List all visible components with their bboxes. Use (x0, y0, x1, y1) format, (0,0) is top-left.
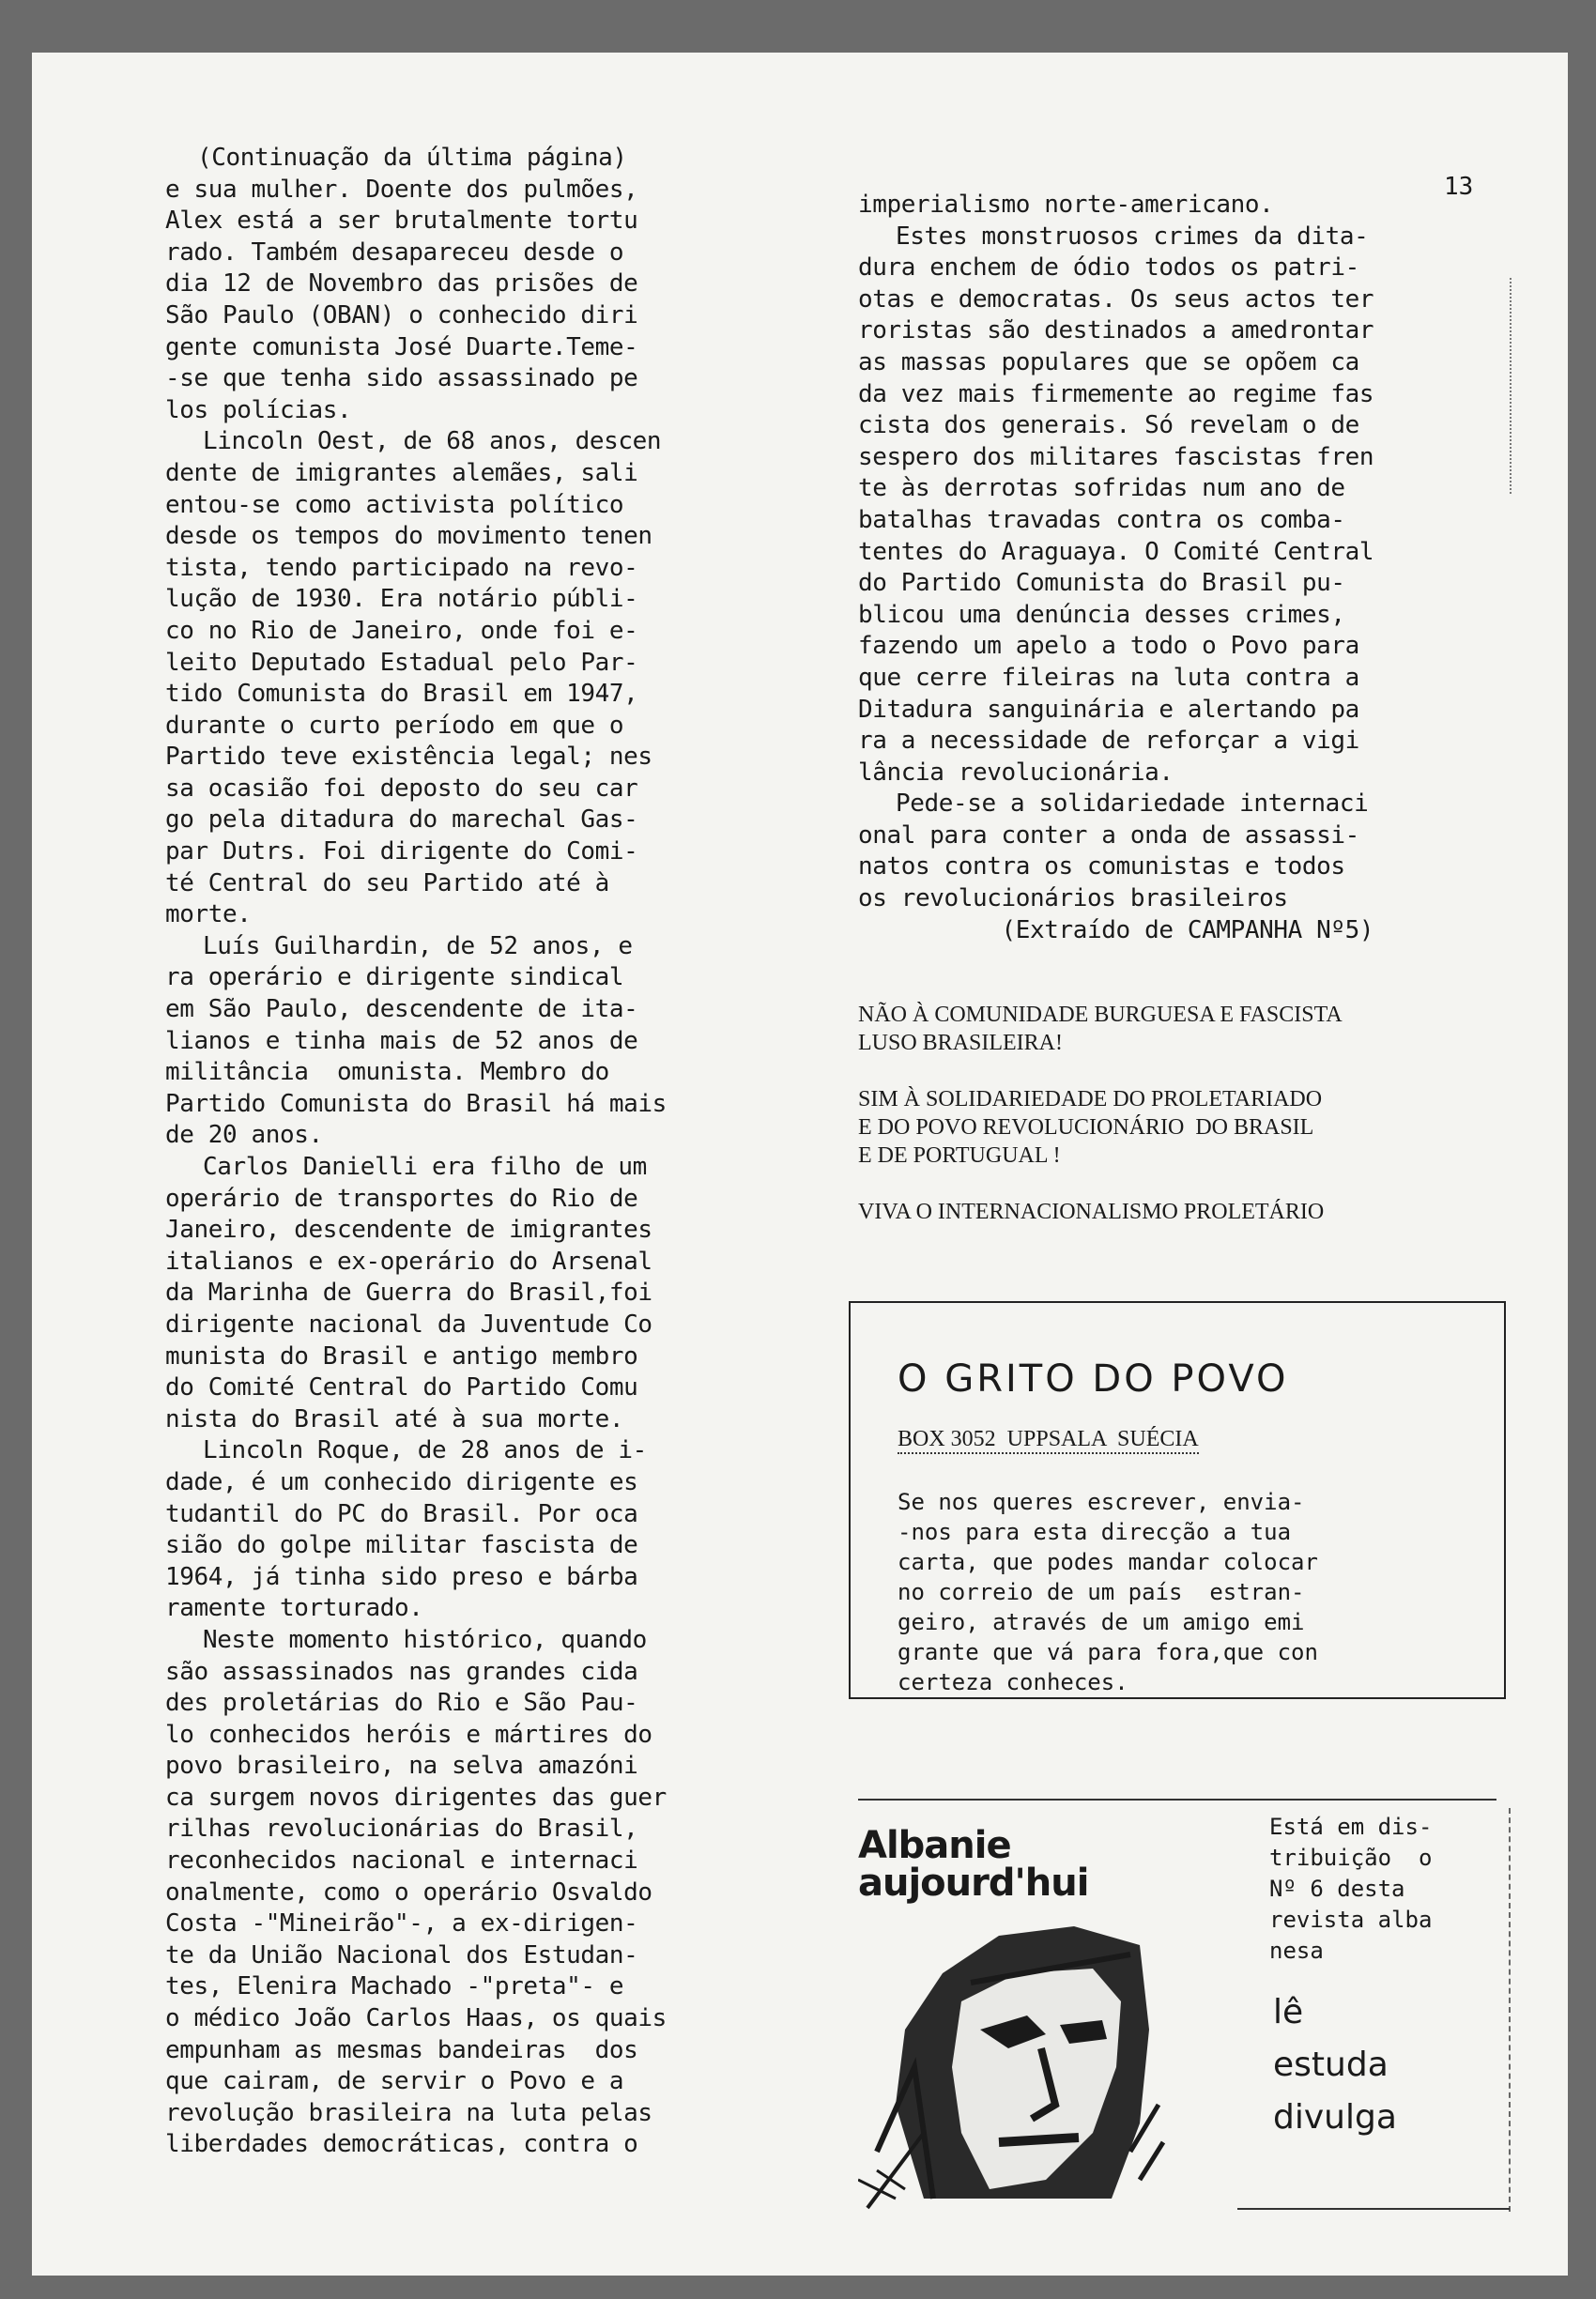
text-line: fazendo um apelo a todo o Povo para (858, 632, 1359, 661)
text-line: té Central do seu Partido até à (165, 868, 609, 897)
text-line: Pede-se a solidariedade internaci (896, 789, 1369, 819)
text-line: Neste momento histórico, quando (203, 1625, 647, 1654)
magazine-cover (858, 1824, 1168, 2221)
text-line: par Dutrs. Foi dirigente do Comi- (165, 837, 638, 866)
text-line: imperialismo norte-americano. (858, 191, 1274, 219)
text-line: do Partido Comunista do Brasil pu- (858, 569, 1345, 598)
text-line: lo conhecidos heróis e mártires do (165, 1720, 652, 1749)
text-line: povo brasileiro, na selva amazóni (165, 1752, 638, 1781)
text-line: no correio de um país estran- (898, 1579, 1305, 1605)
contact-box (849, 1301, 1506, 1699)
left-column-text (165, 175, 747, 2161)
divider (858, 1799, 1496, 1801)
text-line: são assassinados nas grandes cida (165, 1657, 638, 1686)
text-line: Lincoln Roque, de 28 anos de i- (203, 1436, 647, 1465)
text-line: liberdades democráticas, contra o (165, 2130, 638, 2159)
text-line: los polícias. (165, 395, 352, 424)
text-line: entou-se como activista político (165, 490, 624, 519)
contact-address: BOX 3052 UPPSALA SUÉCIA (898, 1427, 1199, 1454)
text-line: munista do Brasil e antigo membro (165, 1341, 638, 1371)
woodcut-portrait-image (858, 1917, 1168, 2217)
text-line: rilhas revolucionárias do Brasil, (165, 1815, 638, 1844)
advert-word: lê (1273, 1993, 1304, 2031)
text-line: ca surgem novos dirigentes das guer (165, 1783, 667, 1812)
text-line: reconhecidos nacional e internaci (165, 1847, 638, 1876)
text-line: Carlos Danielli era filho de um (203, 1153, 647, 1181)
text-line: Luís Guilhardin, de 52 anos, e (203, 931, 633, 960)
text-line: dade, é um conhecido dirigente es (165, 1467, 638, 1496)
text-line: tentes do Araguaya. O Comité Central (858, 537, 1374, 566)
slogan: SIM À SOLIDARIEDADE DO PROLETARIADO E DO POVO REVOLUCIONÁRIO DO BRASIL E DE PORTUGUAL ! (858, 1087, 1323, 1168)
text-line: certeza conheces. (898, 1669, 1128, 1695)
text-line: lância revolucionária. (858, 758, 1174, 787)
text-line: as massas populares que se opõem ca (858, 347, 1359, 376)
text-line: gente comunista José Duarte.Teme- (165, 332, 638, 361)
text-line: de 20 anos. (165, 1121, 323, 1150)
text-line: -se que tenha sido assassinado pe (165, 364, 638, 393)
text-line: natos contra os comunistas e todos (858, 852, 1345, 881)
text-line: tido Comunista do Brasil em 1947, (165, 680, 638, 709)
document-page (32, 53, 1568, 2276)
text-line: ra a necessidade de reforçar a vigi (858, 727, 1359, 756)
text-line: da vez mais firmemente ao regime fas (858, 379, 1374, 408)
text-line: ra operário e dirigente sindical (165, 963, 624, 992)
text-line: tes, Elenira Machado -"preta"- e (165, 1972, 624, 2001)
text-line: tista, tendo participado na revo- (165, 553, 638, 582)
advert-word: estuda (1273, 2046, 1389, 2084)
text-line: grante que vá para fora,que con (898, 1639, 1318, 1665)
text-line: te da União Nacional dos Estudan- (165, 1940, 638, 1969)
text-line: otas e democratas. Os seus actos ter (858, 284, 1374, 314)
text-line: dia 12 de Novembro das prisões de (165, 269, 638, 299)
text-line: des proletárias do Rio e São Pau- (165, 1689, 638, 1718)
advert-words (1273, 1986, 1397, 2144)
contact-box-text (898, 1487, 1461, 1697)
text-line: do Comité Central do Partido Comu (165, 1373, 638, 1402)
text-line: sespero dos militares fascistas fren (858, 442, 1374, 471)
slogan: VIVA O INTERNACIONALISMO PROLETÁRIO (858, 1200, 1325, 1224)
advert-text (1269, 1812, 1513, 1967)
slogan: NÃO À COMUNIDADE BURGUESA E FASCISTA LUSO BRASILEIRA! (858, 1003, 1343, 1055)
text-line: Lincoln Oest, de 68 anos, descen (203, 427, 662, 456)
left-column (165, 143, 747, 2161)
text-line: durante o curto período em que o (165, 711, 624, 740)
right-column-text (858, 190, 1496, 946)
text-line: go pela ditadura do marechal Gas- (165, 805, 638, 835)
text-line: ramente torturado. (165, 1594, 423, 1623)
contact-box-title: O GRITO DO POVO (898, 1357, 1289, 1401)
text-line: blicou uma denúncia desses crimes, (858, 600, 1345, 629)
text-line: São Paulo (OBAN) o conhecido diri (165, 300, 638, 330)
text-line: Costa -"Mineirão"-, a ex-dirigen- (165, 1909, 638, 1939)
text-line: rado. Também desapareceu desde o (165, 238, 624, 267)
magazine-title-line-1: Albanie (858, 1824, 1011, 1867)
right-column (858, 190, 1496, 946)
text-line: te às derrotas sofridas num ano de (858, 474, 1345, 503)
text-line: que cairam, de servir o Povo e a (165, 2067, 624, 2096)
text-line: da Marinha de Guerra do Brasil,foi (165, 1279, 652, 1308)
text-line: onalmente, como o operário Osvaldo (165, 1878, 652, 1907)
text-line: militância omunista. Membro do (165, 1058, 609, 1087)
text-line: os revolucionários brasileiros (858, 884, 1288, 913)
text-line: nista do Brasil até à sua morte. (165, 1404, 624, 1433)
text-line: batalhas travadas contra os comba- (858, 505, 1345, 534)
text-line: tribuição o (1269, 1845, 1433, 1871)
text-line: (Extraído de CAMPANHA Nº5) (858, 915, 1374, 944)
text-line: carta, que podes mandar colocar (898, 1549, 1318, 1575)
text-line: em São Paulo, descendente de ita- (165, 995, 638, 1024)
text-line: 1964, já tinha sido preso e bárba (165, 1562, 638, 1591)
text-line: -nos para esta direcção a tua (898, 1519, 1292, 1545)
text-line: lianos e tinha mais de 52 anos de (165, 1026, 638, 1055)
text-line: Se nos queres escrever, envia- (898, 1489, 1305, 1515)
text-line: onal para conter a onda de assassi- (858, 820, 1359, 850)
text-line: co no Rio de Janeiro, onde foi e- (165, 616, 638, 645)
text-line: revista alba (1269, 1907, 1433, 1933)
slogans (858, 1001, 1478, 1254)
text-line: dente de imigrantes alemães, sali (165, 458, 638, 487)
page-number: 13 (1444, 173, 1474, 201)
text-line: desde os tempos do movimento tenen (165, 522, 652, 551)
text-line: Alex está a ser brutalmente tortu (165, 207, 638, 236)
text-line: empunham as mesmas bandeiras dos (165, 2035, 638, 2064)
text-line: italianos e ex-operário do Arsenal (165, 1247, 652, 1276)
text-line: cista dos generais. Só revelam o de (858, 411, 1359, 440)
text-line: o médico João Carlos Haas, os quais (165, 2004, 667, 2033)
text-line: roristas são destinados a amedrontar (858, 316, 1374, 345)
advert-word: divulga (1273, 2098, 1397, 2137)
text-line: operário de transportes do Rio de (165, 1184, 638, 1213)
text-line: Partido teve existência legal; nes (165, 743, 652, 772)
text-line: sa ocasião foi deposto do seu car (165, 774, 638, 803)
text-line: Janeiro, descendente de imigrantes (165, 1216, 652, 1245)
text-line: Ditadura sanguinária e alertando pa (858, 695, 1359, 724)
text-line: Nº 6 desta (1269, 1876, 1405, 1902)
text-line: Está em dis- (1269, 1814, 1433, 1840)
text-line: que cerre fileiras na luta contra a (858, 663, 1359, 692)
text-line: dirigente nacional da Juventude Co (165, 1310, 652, 1339)
margin-mark (1510, 278, 1512, 494)
continuation-note: (Continuação da última página) (197, 144, 627, 172)
text-line: lução de 1930. Era notário públi- (165, 585, 638, 614)
text-line: morte. (165, 900, 252, 929)
text-line: Partido Comunista do Brasil há mais (165, 1089, 667, 1118)
divider (1237, 2208, 1510, 2210)
text-line: dura enchem de ódio todos os patri- (858, 253, 1359, 283)
text-line: geiro, através de um amigo emi (898, 1609, 1305, 1635)
text-line: sião do golpe militar fascista de (165, 1531, 638, 1560)
text-line: tudantil do PC do Brasil. Por oca (165, 1499, 638, 1528)
text-line: leito Deputado Estadual pelo Par- (165, 648, 638, 677)
text-line: e sua mulher. Doente dos pulmões, (165, 175, 638, 204)
text-line: nesa (1269, 1938, 1324, 1964)
magazine-title-line-2: aujourd'hui (858, 1862, 1089, 1905)
text-line: Estes monstruosos crimes da dita- (896, 222, 1369, 251)
text-line: revolução brasileira na luta pelas (165, 2098, 652, 2127)
